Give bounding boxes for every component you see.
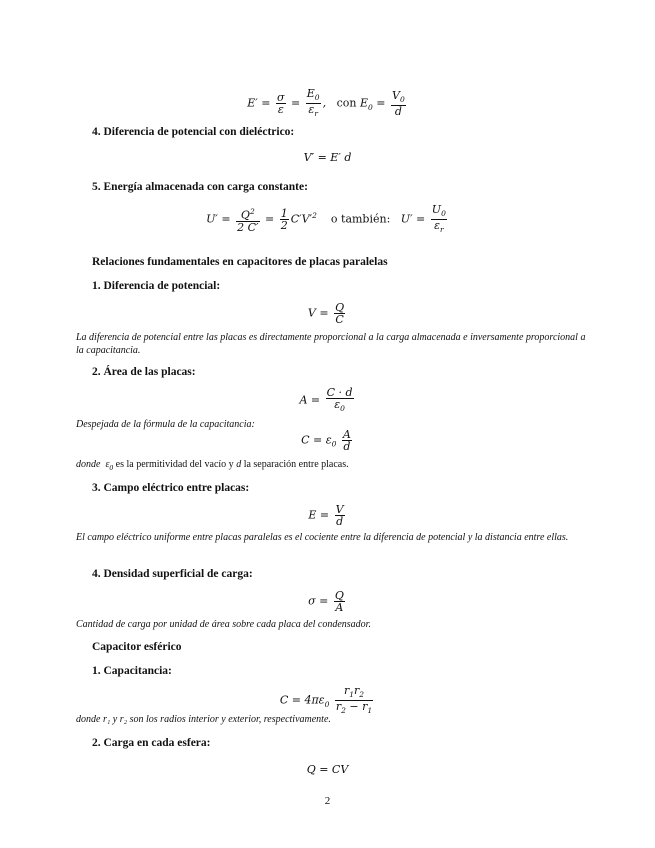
heading-capacitance: 1. Capacitancia: [92, 665, 172, 677]
page-number: 2 [324, 795, 331, 807]
equation-e-field: E = $\frac{V}{d}$ [308, 503, 344, 528]
equation-energy: U′ = $\frac{Q^2}{2 C'}$ = $\frac{1}{2}$ $C'V'^2$ o también: U′ = $\frac{U_0}{\varepsilon_r}$ [206, 203, 446, 235]
equation-spherical-capacitance: $C = 4\pi\varepsilon_0$ $\frac{r_1r_2}{r_2 - r_1}$ [279, 684, 373, 716]
equation-area: A = $\frac{C \cdot d}{\varepsilon_0}$ [299, 386, 353, 414]
heading-potential-difference: 1. Diferencia de potencial: [92, 280, 221, 292]
equation-capacitance: $C = \varepsilon_0$ $\frac{A}{d}$ [301, 428, 351, 453]
paragraph-electric-field: El campo eléctrico uniforme entre placas paralelas es el cociente entre la diferencia de potencial y la distancia entre ellas. [76, 532, 569, 543]
paragraph-radii: donde r₁ y r₂ son los radios interior y exterior, respectivamente. [76, 714, 331, 725]
heading-surface-charge-density: 4. Densidad superficial de carga: [92, 568, 253, 580]
paragraph-potential-difference: La diferencia de potencial entre las placas es directamente proporcional a la carga almacenada e inversamente proporcional a la capacitancia. [76, 332, 586, 356]
paragraph-derived-capacitance: Despejada de la fórmula de la capacitancia: [76, 419, 255, 430]
heading-dielectric-potential: 4. Diferencia de potencial con dieléctrico: [92, 126, 295, 138]
paragraph-permittivity: donde $\varepsilon_0$ es la permitividad del vacío y d la separación entre placas. [76, 459, 349, 472]
equation-v-qc: V = $\frac{Q}{C}$ [307, 301, 345, 326]
heading-plate-area: 2. Área de las placas: [92, 366, 196, 378]
equation-q-cv: Q = CV [306, 763, 349, 776]
section-title-spherical-capacitor: Capacitor esférico [92, 641, 182, 653]
equation-sigma: σ = $\frac{Q}{A}$ [308, 589, 344, 614]
heading-stored-energy: 5. Energía almacenada con carga constante: [92, 181, 308, 193]
equation-e-prime: E′ = $\frac{\sigma}{\varepsilon}$ = $\frac{E_0}{\varepsilon_r}$ , con $E_0$ = $\frac{V_0}{d}$ [247, 87, 405, 119]
section-title-parallel-plates: Relaciones fundamentales en capacitores de placas paralelas [92, 256, 388, 268]
equation-v-prime: V′ = E′ d [303, 151, 352, 164]
paragraph-charge-density: Cantidad de carga por unidad de área sobre cada placa del condensador. [76, 619, 371, 630]
heading-electric-field: 3. Campo eléctrico entre placas: [92, 482, 250, 494]
heading-charge-each-sphere: 2. Carga en cada esfera: [92, 737, 211, 749]
